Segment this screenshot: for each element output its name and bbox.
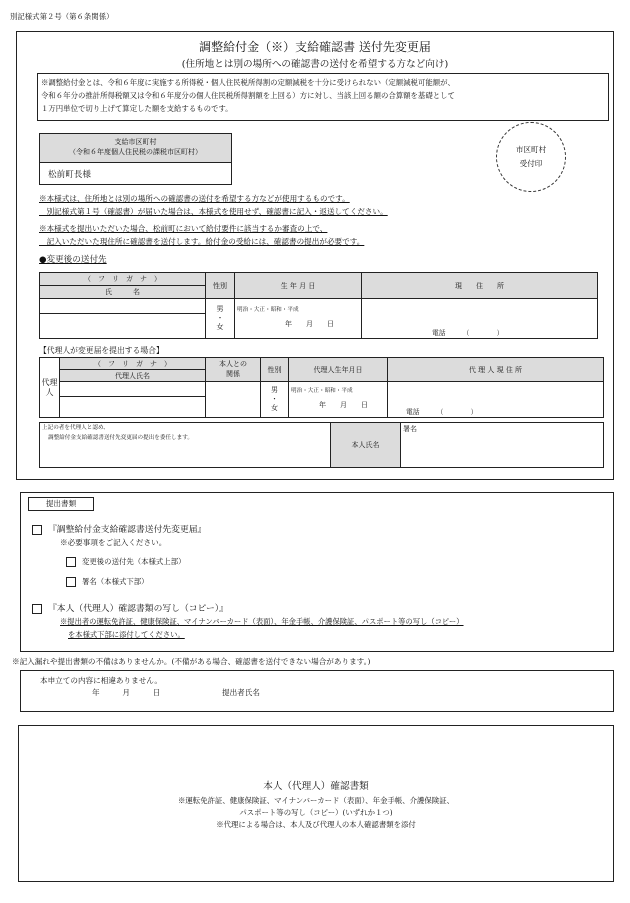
agent-table <box>39 357 604 418</box>
delegation-line-1: 上記の者を代理人と認め、 <box>42 425 109 431</box>
page-subtitle: (住所地とは別の場所への確認書の送付を希望する方など向け) <box>181 59 449 70</box>
declaration-submitter-label: 提出者氏名 <box>222 688 260 697</box>
agent-male-option[interactable]: 男 <box>271 386 278 395</box>
municipality-table <box>39 133 232 185</box>
destination-table <box>39 272 598 339</box>
doc-item-1[interactable] <box>32 522 206 535</box>
doc-sub-1-checkbox[interactable] <box>66 557 76 567</box>
usage-note-2: 別記様式第１号（確認書）が届いた場合は、本様式を使用せず、確認書に記入・返送してください。 <box>39 207 388 216</box>
section-destination-heading: ●変更後の送付先 <box>39 255 107 265</box>
note-line-3: １万円単位で切り上げて算定した額を支給するものです。 <box>41 104 233 113</box>
destination-phone-label: 電話 （ ） <box>432 329 504 337</box>
destination-address-field[interactable] <box>362 299 598 339</box>
destination-dob-field[interactable] <box>235 299 362 339</box>
doc-sub-1[interactable] <box>66 556 185 567</box>
agent-female-option[interactable]: 女 <box>271 403 278 412</box>
note-line-2: 令和６年分の推計所得税額又は令和６年度分の個人住民税所得割額を上回る）方に対し、当該上回る額の合算額を基礎として <box>41 91 455 100</box>
form-number: 別記様式第２号（第６条関係） <box>10 12 114 21</box>
stamp-line-2: 受付印 <box>519 159 543 168</box>
destination-dob-header: 生 年 月 日 <box>235 273 362 299</box>
destination-name-header: 氏 名 <box>40 286 206 299</box>
principal-name-label: 本人氏名 <box>331 423 401 468</box>
doc-item-2[interactable] <box>32 601 228 614</box>
declaration-date: 年 月 日 <box>92 688 161 697</box>
destination-male-option[interactable]: 男 <box>216 305 224 314</box>
doc-item-1-label: 『調整給付金支給確認書送付先変更届』 <box>48 525 207 535</box>
page-title: 調整給付金（※）支給確認書 送付先変更届 <box>199 40 431 54</box>
doc-item-2-checkbox[interactable] <box>32 604 42 614</box>
agent-name-input[interactable] <box>60 397 206 418</box>
agent-side-label: 代理人 <box>40 358 60 418</box>
declaration-statement: 本申立ての内容に相違ありません。 <box>40 676 162 685</box>
id-attachment-line-2: パスポート等の写し（コピー）(いずれか１つ) <box>239 808 393 817</box>
doc-item-2-note-1: ※提出者の運転免許証、健康保険証、マイナンバーカード（表面）、年金手帳、介護保険証、パスポート等の写し（コピー） <box>60 617 464 626</box>
stamp-line-1: 市区町村 <box>515 145 547 154</box>
agent-relation-input[interactable] <box>206 382 261 418</box>
note-line-1: ※調整給付金とは、令和６年度に実施する所得税・個人住民税所得割の定額減税を十分に受けられない（定額減税可能額が、 <box>41 78 455 87</box>
municipality-header-2: （令和６年度個人住民税の課税市区町村） <box>69 148 202 156</box>
doc-item-2-note-2: を本様式下部に添付してください。 <box>68 630 185 639</box>
agent-gender-header: 性別 <box>261 358 289 382</box>
principal-signature-field[interactable] <box>401 423 604 468</box>
agent-name-header: 代理人氏名 <box>60 370 206 382</box>
agent-phone-label: 電話 （ ） <box>406 408 478 416</box>
agent-gender-choice[interactable] <box>261 382 289 418</box>
doc-sub-2-label: 署名（本様式下部） <box>82 577 149 586</box>
destination-female-option[interactable]: 女 <box>216 322 224 331</box>
id-attachment-line-1: ※運転免許証、健康保険証、マイナンバーカード（表面）、年金手帳、介護保険証、 <box>178 796 454 805</box>
doc-sub-2[interactable] <box>66 576 149 587</box>
agent-furigana-input[interactable] <box>60 382 206 397</box>
municipality-name: 松前町長様 <box>40 163 232 185</box>
usage-note-1: ※本様式は、住所地とは別の場所への確認書の送付を希望する方などが使用するものです。 <box>39 194 350 203</box>
destination-era-options: 明治・大正・昭和・平成 <box>237 307 299 314</box>
signature-label: 署名 <box>403 425 417 433</box>
agent-address-header: 代 理 人 現 住 所 <box>388 358 604 382</box>
agent-gender-dot: ・ <box>271 395 278 404</box>
destination-gender-dot: ・ <box>216 314 224 323</box>
agent-dob-header: 代理人生年月日 <box>289 358 388 382</box>
agent-relation-line-1: 本人との <box>219 360 247 369</box>
agent-section-heading: 【代理人が変更届を提出する場合】 <box>39 346 164 355</box>
id-attachment-title: 本人（代理人）確認書類 <box>263 781 369 792</box>
municipality-header <box>40 134 232 163</box>
submission-docs-label: 提出書類 <box>28 497 94 511</box>
delegation-statement <box>40 423 331 468</box>
destination-gender-choice[interactable] <box>206 299 235 339</box>
destination-name-input[interactable] <box>40 314 206 339</box>
reception-stamp-circle <box>496 122 566 192</box>
agent-relation-line-2: 関係 <box>226 369 240 378</box>
usage-note-4: 記入いただいた現住所に確認書を送付します。給付金の受給には、確認書の提出が必要です。 <box>39 237 365 246</box>
agent-furigana-header: （ フ リ ガ ナ ） <box>60 358 206 370</box>
destination-furigana-header: （ フ リ ガ ナ ） <box>40 273 206 286</box>
completeness-reminder: ※記入漏れや提出書類の不備はありませんか。(不備がある場合、確認書を送付できない場合があります。) <box>12 657 371 666</box>
agent-era-options: 明治・大正・昭和・平成 <box>291 388 353 395</box>
agent-dob-field[interactable] <box>289 382 388 418</box>
delegation-table <box>39 422 604 468</box>
usage-note-3: ※本様式を提出いただいた場合、松前町において給付要件に該当するか審査の上で、 <box>39 224 328 233</box>
doc-sub-1-label: 変更後の送付先（本様式上部） <box>82 557 186 566</box>
destination-gender-header: 性別 <box>206 273 235 299</box>
delegation-line-2: 調整給付金支給確認書送付先変更届の提出を委任します。 <box>48 434 193 441</box>
municipality-header-1: 支給市区町村 <box>114 138 157 147</box>
destination-furigana-input[interactable] <box>40 299 206 314</box>
id-attachment-line-3: ※代理による場合は、本人及び代理人の本人確認書類を添付 <box>216 820 416 829</box>
doc-sub-2-checkbox[interactable] <box>66 577 76 587</box>
destination-dob-ymd: 年 月 日 <box>285 320 334 328</box>
agent-address-field[interactable] <box>388 382 604 418</box>
doc-item-1-checkbox[interactable] <box>32 525 42 535</box>
submission-docs-frame <box>20 492 614 652</box>
doc-item-2-label: 『本人（代理人）確認書類の写し（コピー）』 <box>48 604 228 614</box>
agent-relation-header <box>206 358 261 382</box>
doc-item-1-note: ※必要事項をご記入ください。 <box>60 538 167 547</box>
destination-address-header: 現 住 所 <box>362 273 598 299</box>
agent-dob-ymd: 年 月 日 <box>319 401 368 409</box>
